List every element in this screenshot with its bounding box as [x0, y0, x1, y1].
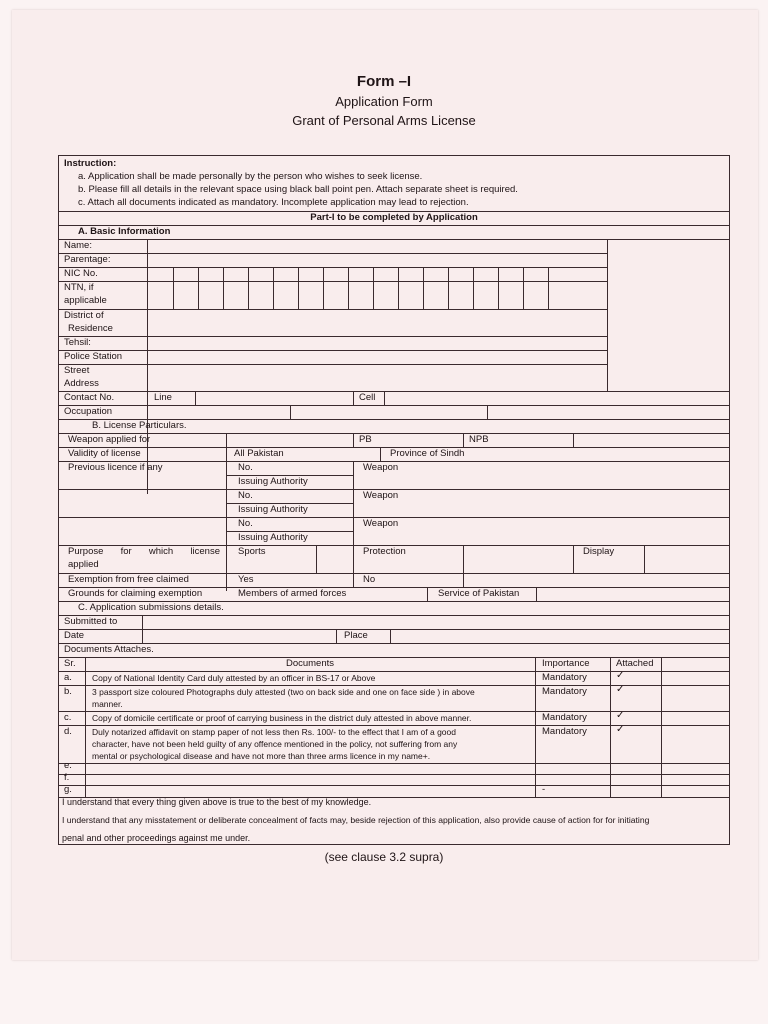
table-rule — [353, 573, 354, 587]
table-rule — [448, 267, 449, 309]
instruction-item-c: c. Attach all documents indicated as mandatory. Incomplete application may lead to rejection. — [78, 197, 469, 208]
doc-col-importance: Importance — [542, 658, 590, 669]
district-label-2: Residence — [68, 323, 113, 334]
doc-row-d-attached-check: ✓ — [616, 724, 625, 735]
table-rule — [398, 267, 399, 309]
doc-row-b-text-1: 3 passport size coloured Photographs duly attested (two on back side and one on face side ) in above — [92, 687, 475, 697]
table-rule — [535, 657, 536, 797]
table-rule — [353, 545, 354, 573]
occupation-label: Occupation — [64, 406, 113, 417]
table-rule — [58, 309, 607, 310]
part1-heading: Part-I to be completed by Application — [310, 212, 478, 223]
exemption-no-option: No — [363, 574, 376, 585]
table-rule — [298, 267, 299, 309]
doc-row-a-text: Copy of National Identity Card duly attested by an officer in BS-17 or Above — [92, 673, 376, 683]
table-rule — [173, 267, 174, 309]
table-rule — [58, 364, 607, 365]
doc-row-d-text-1: Duly notarized affidavit on stamp paper of not less then Rs. 100/- to the effect that I am of a good — [92, 727, 456, 737]
table-rule — [290, 405, 291, 419]
table-rule — [573, 433, 574, 447]
table-rule — [226, 433, 227, 591]
grounds-label: Grounds for claiming exemption — [68, 588, 203, 599]
licence-no-label-3: No. — [238, 518, 253, 529]
table-rule — [610, 657, 611, 797]
doc-col-sr: Sr. — [64, 658, 76, 669]
instruction-item-b: b. Please fill all details in the relevant space using black ball point pen. Attach separate sheet is required. — [78, 184, 518, 195]
street-label-2: Address — [64, 378, 99, 389]
pb-label: PB — [359, 434, 372, 445]
doc-row-c-text: Copy of domicile certificate or proof of carrying business in the district duly attested in above manner. — [92, 713, 472, 723]
table-rule — [85, 657, 86, 797]
form-subtitle: Grant of Personal Arms License — [292, 113, 476, 128]
table-rule — [58, 615, 730, 616]
doc-row-f-sr: f. — [64, 772, 70, 783]
table-rule — [463, 573, 464, 587]
weapon-applied-label: Weapon applied for — [68, 434, 151, 445]
line-label: Line — [154, 392, 172, 403]
table-rule — [58, 253, 607, 254]
table-rule — [58, 350, 607, 351]
table-rule — [248, 267, 249, 309]
submission-heading: C. Application submissions details. — [78, 602, 224, 613]
validity-label: Validity of license — [68, 448, 141, 459]
table-rule — [198, 267, 199, 309]
exemption-label: Exemption from free claimed — [68, 574, 189, 585]
table-rule — [58, 281, 607, 282]
issuing-authority-label-1: Issuing Authority — [238, 476, 308, 487]
basic-info-heading: A. Basic Information — [78, 226, 171, 237]
instruction-heading: Instruction: — [64, 158, 117, 169]
doc-row-a-sr: a. — [64, 672, 72, 683]
table-rule — [58, 267, 607, 268]
table-rule — [273, 267, 274, 309]
table-rule — [661, 657, 662, 797]
ntn-label-2: applicable — [64, 295, 107, 306]
table-rule — [147, 239, 148, 494]
table-rule — [348, 267, 349, 309]
table-rule — [58, 785, 730, 786]
doc-row-b-attached-check: ✓ — [616, 684, 625, 695]
table-rule — [58, 763, 730, 764]
doc-row-e-sr: e. — [64, 760, 72, 771]
table-rule — [353, 461, 354, 545]
doc-row-b-importance: Mandatory — [542, 686, 587, 697]
table-rule — [58, 336, 607, 337]
ntn-label-1: NTN, if — [64, 282, 94, 293]
doc-row-a-importance: Mandatory — [542, 672, 587, 683]
purpose-label-2: applied — [68, 559, 99, 570]
table-rule — [607, 239, 608, 392]
nic-label: NIC No. — [64, 268, 98, 279]
doc-row-d-importance: Mandatory — [542, 726, 587, 737]
licence-weapon-label-2: Weapon — [363, 490, 399, 501]
table-rule — [463, 433, 464, 447]
table-rule — [353, 433, 354, 447]
date-label: Date — [64, 630, 85, 641]
table-rule — [536, 587, 537, 601]
sindh-option: Province of Sindh — [390, 448, 465, 459]
previous-licence-label: Previous licence if any — [68, 462, 163, 473]
table-rule — [195, 391, 196, 405]
licence-no-label-2: No. — [238, 490, 253, 501]
declaration-line-2: I understand that any misstatement or deliberate concealment of facts may, beside rejection of this application, also provide cause of action for for initiating — [62, 815, 650, 825]
table-rule — [384, 391, 385, 405]
table-rule — [58, 155, 59, 845]
application-form-table — [58, 155, 730, 845]
issuing-authority-label-3: Issuing Authority — [238, 532, 308, 543]
table-rule — [729, 155, 730, 845]
table-rule — [423, 267, 424, 309]
doc-row-b-sr: b. — [64, 686, 72, 697]
submitted-to-label: Submitted to — [64, 616, 118, 627]
table-rule — [58, 643, 730, 644]
table-rule — [223, 267, 224, 309]
contact-label: Contact No. — [64, 392, 115, 403]
parentage-label: Parentage: — [64, 254, 111, 265]
protection-option: Protection — [363, 546, 406, 557]
purpose-label-1: Purpose for which license — [68, 546, 220, 557]
doc-row-d-sr: d. — [64, 726, 72, 737]
armed-forces-option: Members of armed forces — [238, 588, 347, 599]
doc-row-g-importance: - — [542, 784, 546, 795]
doc-row-b-text-2: manner. — [92, 699, 123, 709]
form-title: Application Form — [335, 94, 433, 109]
doc-row-c-importance: Mandatory — [542, 712, 587, 723]
table-rule — [353, 391, 354, 405]
doc-row-c-attached-check: ✓ — [616, 710, 625, 721]
name-label: Name: — [64, 240, 92, 251]
table-rule — [58, 239, 730, 240]
doc-row-g-sr: g. — [64, 784, 72, 795]
declaration-line-1: I understand that every thing given above is true to the best of my knowledge. — [62, 797, 372, 807]
issuing-authority-label-2: Issuing Authority — [238, 504, 308, 515]
table-rule — [498, 267, 499, 309]
place-label: Place — [344, 630, 368, 641]
tehsil-label: Tehsil: — [64, 337, 91, 348]
declaration-line-3: penal and other proceedings against me under. — [62, 833, 251, 843]
doc-row-a-attached-check: ✓ — [616, 670, 625, 681]
footer-note: (see clause 3.2 supra) — [324, 850, 444, 864]
police-station-label: Police Station — [64, 351, 123, 362]
table-rule — [58, 433, 730, 434]
doc-row-d-text-2: character, have not been held guilty of any offence mentioned in the policy, not suffering from any — [92, 739, 458, 749]
table-rule — [473, 267, 474, 309]
table-rule — [644, 545, 645, 573]
all-pakistan-option: All Pakistan — [234, 448, 284, 459]
table-rule — [58, 629, 730, 630]
table-rule — [573, 545, 574, 573]
service-option: Service of Pakistan — [438, 588, 520, 599]
doc-row-d-text-3: mental or psychological disease and have not more than three arms licence in my name+. — [92, 751, 431, 761]
doc-row-c-sr: c. — [64, 712, 72, 723]
table-rule — [487, 405, 488, 419]
table-rule — [373, 267, 374, 309]
npb-label: NPB — [469, 434, 489, 445]
table-rule — [390, 629, 391, 643]
table-rule — [58, 774, 730, 775]
license-heading: B. License Particulars. — [92, 420, 187, 431]
instruction-item-a: a. Application shall be made personally by the person who wishes to seek license. — [78, 171, 423, 182]
table-rule — [380, 447, 381, 461]
table-rule — [323, 267, 324, 309]
display-option: Display — [583, 546, 615, 557]
licence-no-label-1: No. — [238, 462, 253, 473]
form-number: Form –I — [356, 73, 412, 90]
licence-weapon-label-1: Weapon — [363, 462, 399, 473]
table-rule — [58, 405, 730, 406]
cell-label: Cell — [359, 392, 376, 403]
table-rule — [316, 545, 317, 573]
table-rule — [463, 545, 464, 573]
documents-heading: Documents Attaches. — [64, 644, 154, 655]
table-rule — [58, 844, 730, 845]
licence-weapon-label-3: Weapon — [363, 518, 399, 529]
sports-option: Sports — [238, 546, 266, 557]
doc-col-documents: Documents — [285, 658, 335, 669]
doc-col-attached: Attached — [616, 658, 654, 669]
exemption-yes-option: Yes — [238, 574, 254, 585]
table-rule — [336, 629, 337, 643]
district-label-1: District of — [64, 310, 104, 321]
table-rule — [427, 587, 428, 601]
table-rule — [523, 267, 524, 309]
table-rule — [58, 155, 730, 156]
table-rule — [548, 267, 549, 309]
street-label-1: Street — [64, 365, 90, 376]
